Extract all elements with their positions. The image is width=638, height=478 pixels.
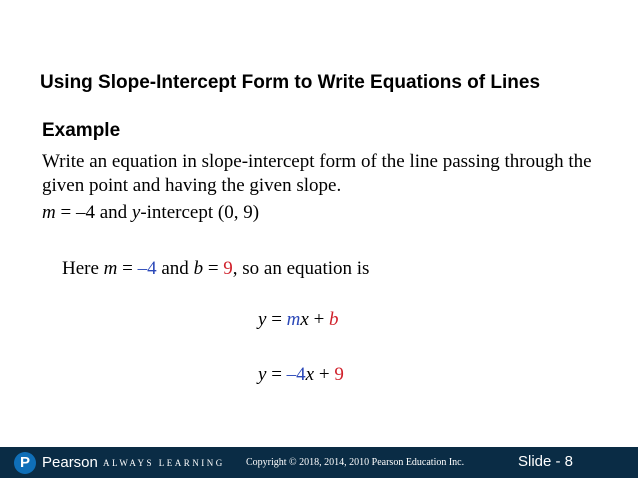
equation-general <box>258 309 339 331</box>
here-and: and <box>156 258 194 279</box>
slide-title: Using Slope-Intercept Form to Write Equations of Lines <box>40 72 541 93</box>
copyright-notice: Copyright © 2018, 2014, 2010 Pearson Education Inc. <box>246 457 465 468</box>
eq1-b: b <box>329 309 339 330</box>
example-prompt: Write an equation in slope-intercept form of the line passing through the given point and having the given slope. <box>42 151 592 196</box>
eq2-m-value: –4 <box>286 364 306 385</box>
eq2-y: y <box>258 364 267 385</box>
given-y-var: y <box>131 202 141 223</box>
here-m-value: –4 <box>137 258 157 279</box>
eq1-y: y <box>258 309 267 330</box>
here-eq1: = <box>117 258 138 279</box>
here-b-value: 9 <box>223 258 233 279</box>
here-suffix: , so an equation is <box>232 258 370 279</box>
tagline: ALWAYS LEARNING <box>103 458 225 468</box>
eq1-equals: = <box>266 309 287 330</box>
eq2-b-value: 9 <box>334 364 344 385</box>
eq2-x: x <box>305 364 315 385</box>
eq2-equals: = <box>266 364 287 385</box>
pearson-logo-letter: P <box>19 454 30 471</box>
eq1-x: x <box>300 309 309 330</box>
example-heading: Example <box>42 120 121 141</box>
given-m-eq: = –4 and <box>55 202 132 223</box>
here-b-var: b <box>193 258 204 279</box>
eq1-m: m <box>286 309 301 330</box>
given-values <box>42 202 259 224</box>
solution-statement <box>62 258 369 280</box>
here-eq2: = <box>203 258 224 279</box>
equation-specific <box>258 364 344 386</box>
given-intercept: -intercept (0, 9) <box>140 202 260 223</box>
given-m-var: m <box>42 202 56 223</box>
eq2-plus: + <box>314 364 335 385</box>
here-prefix: Here <box>62 258 104 279</box>
brand-name: Pearson <box>42 454 98 471</box>
here-m-var: m <box>103 258 118 279</box>
slide-number: Slide - 8 <box>518 453 574 470</box>
eq1-plus: + <box>308 309 330 330</box>
